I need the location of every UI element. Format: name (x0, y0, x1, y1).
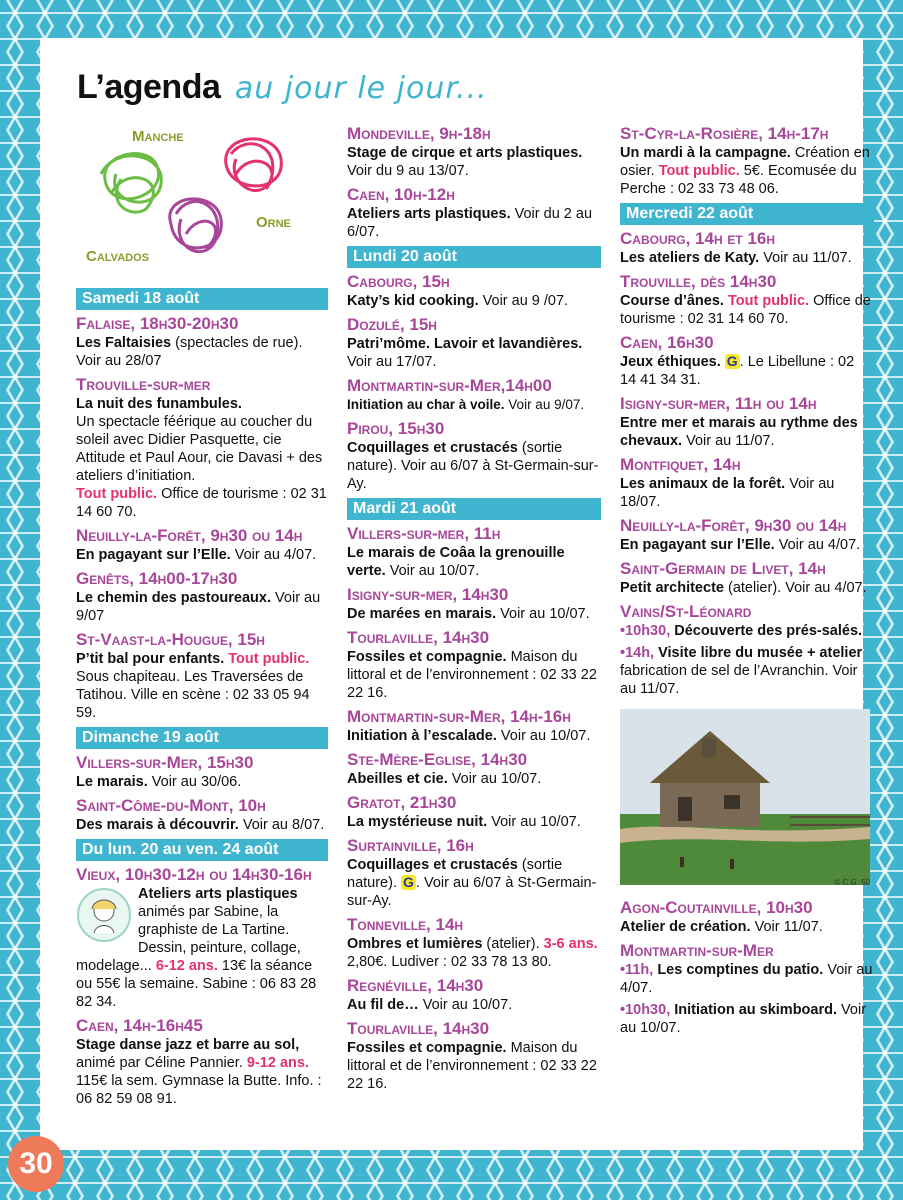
list-item: Caen, 10h-12h Ateliers arts plastiques. Voir du 2 au 6/07. (347, 185, 593, 240)
day-header-mercredi: Mercredi 22 août (620, 203, 874, 225)
label-calvados: Calvados (86, 248, 149, 265)
list-item: Surtainville, 16h Coquillages et crustacés (sortie nature). G . Voir au 6/07 à St-Germain-sur-Ay. (347, 836, 597, 909)
list-item: Montmartin-sur-Mer •11h, Les comptines du patio. Voir au 4/07. •10h30, Initiation au skimboard. Voir au 10/07. (620, 941, 873, 1036)
list-item: Trouville-sur-mer La nuit des funambules. Un spectacle féérique au coucher du soleil avec Didier Pasquette, cie Attitude et Paul Aour, cie Davasi + des ateliers d’initiation. Tout public. Office de tourisme : 02 31 14 60 70. (76, 375, 327, 520)
page-title: L’agenda (77, 68, 221, 106)
list-item: St-Cyr-la-Rosière, 14h-17h Un mardi à la campagne. Création en osier. Tout public. 5€. Ecomusée du Perche : 02 33 73 48 06. (620, 124, 870, 197)
list-item: Villers-sur-mer, 11h Le marais de Coâa la grenouille verte. Voir au 10/07. (347, 524, 565, 579)
scribble-red (226, 139, 282, 191)
day-header-mardi: Mardi 21 août (347, 498, 601, 520)
label-orne: Orne (256, 214, 291, 231)
list-item: Cabourg, 15h Katy’s kid cooking. Voir au 9 /07. (347, 272, 569, 309)
list-item: Tourlaville, 14h30 Fossiles et compagnie. Maison du littoral et de l’environnement : 02 33 22 22 16. (347, 628, 597, 701)
list-item: Isigny-sur-mer, 14h30 De marées en marais. Voir au 10/07. (347, 585, 590, 622)
list-item: Tourlaville, 14h30 Fossiles et compagnie. Maison du littoral et de l’environnement : 02 33 22 22 16. (347, 1019, 597, 1092)
free-badge-icon: G (403, 874, 414, 890)
list-item: Neuilly-la-Forêt, 9h30 ou 14h En pagayant sur l’Elle. Voir au 4/07. (620, 516, 861, 553)
label-manche: Manche (132, 128, 184, 145)
free-badge-icon: G (726, 353, 738, 369)
day-header-samedi: Samedi 18 août (76, 288, 328, 310)
list-item: Vieux, 10h30-12h ou 14h30-16h Ateliers arts plastiques animés par Sabine, la graphiste de La Tartine. Dessin, peinture, collage, modelage... 6-12 ans. 13€ la séance ou 55€ la semaine. Sabine : 06 83 28 82 34. (76, 865, 317, 1010)
list-item: Neuilly-la-Forêt, 9h30 ou 14h En pagayant sur l’Elle. Voir au 4/07. (76, 526, 317, 563)
list-item: St-Vaast-la-Hougue, 15h P’tit bal pour enfants. Tout public. Sous chapiteau. Les Traversées de Tatihou. Ville en scène : 02 33 05 94 59. (76, 630, 310, 721)
page-header (77, 68, 488, 118)
list-item: Isigny-sur-mer, 11h ou 14h Entre mer et marais au rythme des chevaux. Voir au 11/07. (620, 394, 858, 449)
list-item: Tonneville, 14h Ombres et lumières (atelier). 3-6 ans. 2,80€. Ludiver : 02 33 78 13 80. (347, 915, 598, 970)
day-header-lun-ven: Du lun. 20 au ven. 24 août (76, 839, 328, 861)
list-item: Genêts, 14h00-17h30 Le chemin des pastoureaux. Voir au 9/07 (76, 569, 321, 624)
thatched-cottage-photo (620, 709, 870, 885)
list-item: Montmartin-sur-Mer, 14h-16h Initiation à l’escalade. Voir au 10/07. (347, 707, 591, 744)
list-item: Pirou, 15h30 Coquillages et crustacés (sortie nature). Voir au 6/07 à St-Germain-sur-Ay. (347, 419, 599, 492)
list-item: Cabourg, 14h et 16h Les ateliers de Katy. Voir au 11/07. (620, 229, 852, 266)
column-1 (76, 124, 328, 1113)
list-item: Vains/St-Léonard •10h30, Découverte des prés-salés. •14h, Visite libre du musée + atelier fabrication de sel de l’Avranchin. Voir au 11/07. (620, 602, 863, 697)
region-map (76, 124, 328, 284)
page-subtitle: au jour le jour... (234, 71, 488, 106)
column-2 (347, 124, 601, 1098)
day-header-dimanche: Dimanche 19 août (76, 727, 328, 749)
list-item: Gratot, 21h30 La mystérieuse nuit. Voir au 10/07. (347, 793, 581, 830)
avatar (76, 887, 132, 943)
column-3 (620, 124, 874, 1042)
list-item: Falaise, 18h30-20h30 Les Faltaisies (spectacles de rue). Voir au 28/07 (76, 314, 303, 369)
photo-credit: © C.G. 50 (834, 878, 870, 887)
list-item: Caen, 16h30 Jeux éthiques. G . Le Libellune : 02 14 41 34 31. (620, 333, 855, 388)
page-number: 30 (8, 1136, 64, 1192)
list-item: Caen, 14h-16h45 Stage danse jazz et barre au sol, animé par Céline Pannier. 9-12 ans. 115€ la sem. Gymnase la Butte. Info. : 06 82 59 08 91. (76, 1016, 322, 1107)
list-item: Agon-Coutainville, 10h30 Atelier de création. Voir 11/07. (620, 898, 823, 935)
day-header-lundi: Lundi 20 août (347, 246, 601, 268)
list-item: Trouville, dès 14h30 Course d’ânes. Tout public. Office de tourisme : 02 31 14 60 70. (620, 272, 871, 327)
list-item: Montfiquet, 14h Les animaux de la forêt. Voir au 18/07. (620, 455, 835, 510)
list-item: Dozulé, 15h Patri’môme. Lavoir et lavandières. Voir au 17/07. (347, 315, 583, 370)
list-item: Saint-Germain de Livet, 14h Petit architecte (atelier). Voir au 4/07. (620, 559, 867, 596)
agenda-page (40, 38, 873, 1150)
list-item: Saint-Côme-du-Mont, 10h Des marais à découvrir. Voir au 8/07. (76, 796, 325, 833)
list-item: Mondeville, 9h-18h Stage de cirque et arts plastiques. Voir du 9 au 13/07. (347, 124, 583, 179)
scribble-green (101, 154, 161, 213)
list-item: Regnéville, 14h30 Au fil de… Voir au 10/07. (347, 976, 513, 1013)
list-item: Ste-Mère-Eglise, 14h30 Abeilles et cie. Voir au 10/07. (347, 750, 542, 787)
list-item: Villers-sur-Mer, 15h30 Le marais. Voir au 30/06. (76, 753, 254, 790)
scribble-purple (170, 199, 222, 252)
list-item: Montmartin-sur-Mer,14h00 Initiation au char à voile. Voir au 9/07. (347, 376, 585, 412)
